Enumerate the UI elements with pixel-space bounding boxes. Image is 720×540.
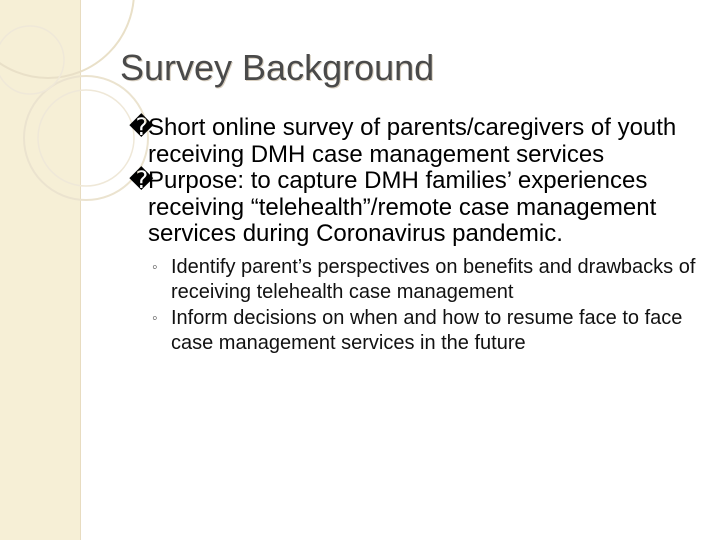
sub-bullet-marker: ◦	[152, 258, 158, 276]
sub-bullet-text: Inform decisions on when and how to resume face to face case management services in the future	[171, 306, 683, 354]
bullet-text: Purpose: to capture DMH families’ experiences receiving “telehealth”/remote case management services during Coronavirus pandemic.	[148, 167, 657, 247]
slide-title: Survey Background	[120, 47, 435, 88]
sub-bullet-item	[152, 255, 709, 306]
bullet-item	[129, 115, 709, 168]
bullet-marker: �	[129, 167, 154, 194]
bullet-text: Short online survey of parents/caregivers of youth receiving DMH case management services	[148, 114, 677, 168]
sub-bullet-item	[152, 306, 709, 357]
decorative-circle-inner	[0, 26, 64, 94]
slide-content	[129, 115, 709, 357]
decorative-circle-small	[38, 90, 134, 186]
sub-bullet-marker: ◦	[152, 309, 158, 327]
bullet-item	[129, 168, 709, 248]
sub-bullet-list	[152, 255, 709, 357]
decorative-circle-large	[0, 0, 134, 78]
sub-bullet-text: Identify parent’s perspectives on benefits and drawbacks of receiving telehealth case management	[171, 255, 696, 303]
bullet-marker: �	[129, 114, 154, 141]
